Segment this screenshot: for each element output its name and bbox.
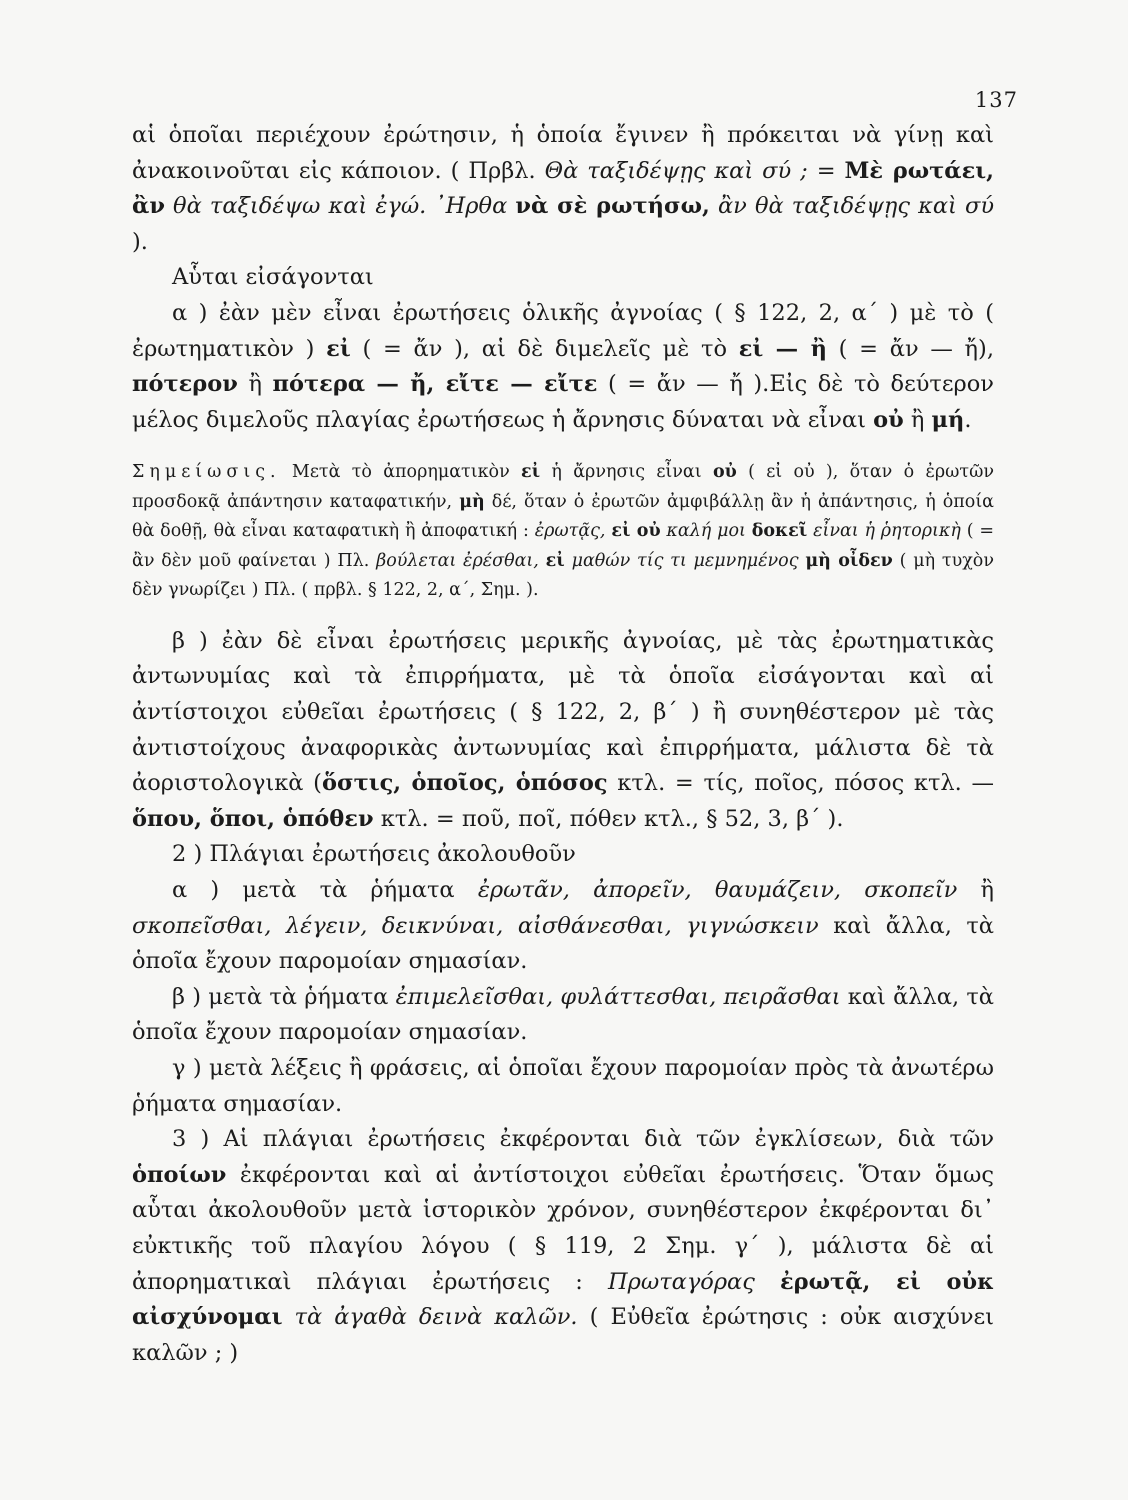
text: β ) ἐὰν δὲ εἶναι ἐρωτήσεις μερικῆς ἀγνοίας, μὲ τὰς ἐρωτηματικὰς ἀντωνυμίας καὶ τὰ ἐπιρρήματα, μὲ τὰ ὁποῖα εἰσάγονται καὶ αἱ ἀντίστοιχοι εὐθεῖαι ἐρωτήσεις ( § 122, 2, β΄ ) ἢ συνηθέστερον μὲ τὰς ἀντιστοίχους ἀναφορικὰς ἀντωνυμίας καὶ ἐπιρρήματα, μάλιστα δὲ τὰ ἀοριστολογικὰ (	[132, 627, 994, 797]
paragraph-2-beta	[132, 980, 994, 1051]
emphasis: πότερα — ἤ, εἴτε — εἴτε	[272, 371, 598, 398]
note-label: Σημείωσις.	[132, 462, 281, 483]
text	[539, 551, 546, 571]
text: αἱ ὁποῖαι περιέχουν ἐρώτησιν, ἡ ὁποία ἔγινεν ἢ πρόκειται νὰ γίνῃ καὶ ἀνακοινοῦται εἰς κάποιον. ( Πρβλ.	[132, 122, 994, 184]
emphasis: εἰ	[521, 462, 541, 483]
page-body	[132, 118, 994, 1371]
text	[283, 1304, 295, 1330]
text: δέ, ὅταν ὁ ἐρωτῶν ἀμφιβάλλῃ ἂν ἡ ἀπάντησις, ἡ ὁποία θὰ δοθῇ, θὰ εἶναι καταφατικὴ ἢ ἀποφατική :	[132, 491, 994, 542]
emphasis: μή	[931, 406, 965, 433]
text: ( = ἂν δὲν μοῦ φαίνεται ) Πλ.	[132, 521, 994, 571]
text: Μετὰ τὸ ἀπορηματικὸν	[280, 462, 522, 483]
example-direct: Θὰ ταξιδέψῃς καὶ σύ ;	[544, 157, 808, 184]
page-number: 137	[974, 88, 1018, 112]
text: ( Εὐθεῖα ἐρώτησις : οὐκ αισχύνει καλῶν ; )	[132, 1304, 995, 1366]
emphasis: ὅστις, ὁποῖος, ὁπόσος	[321, 770, 608, 797]
text: ( εἰ οὐ ), ὅταν ὁ ἐρωτῶν προσδοκᾷ ἀπάντησιν καταφατικήν,	[132, 462, 994, 512]
paragraph-beta	[132, 624, 994, 838]
text: καὶ ἄλλα, τὰ ὁποῖα ἔχουν παρομοίαν σημασίαν.	[132, 983, 994, 1046]
text: ( μὴ τυχὸν δὲν γνωρίζει ) Πλ. ( πρβλ. § 122, 2, α΄, Σημ. ).	[132, 550, 994, 601]
emphasis: εἰ οὐ	[611, 521, 661, 542]
text: β ) μετὰ τὰ ῥήματα	[172, 983, 396, 1010]
text: κτλ. = ποῦ, ποῖ, πόθεν κτλ., § 52, 3, β΄ ).	[373, 805, 844, 832]
paragraph-section-2: 2 ) Πλάγιαι ἐρωτήσεις ἀκολουθοῦν	[172, 841, 576, 868]
paragraph-2-alpha	[132, 873, 994, 980]
text: ( = ἄν — ἤ),	[826, 335, 994, 362]
text: ἐκφέρονται καὶ αἱ ἀντίστοιχοι εὐθεῖαι ἐρωτήσεις. Ὅταν ὅμως αὗται ἀκολουθοῦν μετὰ ἱστορικὸν χρόνον, συνηθέστερον ἐκφέρονται δι᾿ εὐκτικῆς τοῦ πλαγίου λόγου ( § 119, 2 Σημ. γ΄ ), μάλιστα δὲ αἱ ἀπορηματικαὶ πλάγιαι ἐρωτήσεις :	[132, 1161, 994, 1295]
example-indirect: θὰ ταξιδέψω καὶ ἐγώ. ᾿Ηρθα	[164, 193, 516, 220]
text: κτλ. = τίς, ποῖος, πόσος κτλ. —	[607, 770, 995, 797]
paragraph-section-3	[132, 1122, 994, 1371]
paragraph-2-gamma: γ ) μετὰ λέξεις ἢ φράσεις, αἱ ὁποῖαι ἔχουν παρομοίαν πρὸς τὰ ἀνωτέρω ῥήματα σημασίαν.	[132, 1054, 994, 1117]
emphasis: ἐρωτᾷ, εἰ οὐκ αἰσχύνομαι	[132, 1268, 994, 1331]
emphasis: πότερον	[132, 371, 238, 398]
emphasis: οὐ	[873, 406, 904, 433]
text: α ) ἐὰν μὲν εἶναι ἐρωτήσεις ὁλικῆς ἀγνοίας ( § 122, 2, α΄ ) μὲ τὸ ( ἐρωτηματικὸν )	[132, 299, 994, 362]
emphasis: νὰ σὲ ρωτήσω,	[515, 193, 710, 220]
text: =	[807, 157, 845, 184]
paragraph-introduced: Αὗται εἰσάγονται	[172, 264, 374, 291]
example: εἶναι ἡ ῥητορικὴ	[807, 521, 961, 542]
text: ἡ ἄρνησις εἶναι	[540, 462, 713, 483]
emphasis: ὅπου, ὅποι, ὁπόθεν	[132, 805, 374, 832]
example: βούλεται ἐρέσθαι,	[376, 550, 539, 571]
example: ἐρωτᾷς,	[534, 521, 606, 542]
note-paragraph	[132, 458, 994, 606]
example: καλή μοι	[660, 521, 752, 542]
verb-list: ἐπιμελεῖσθαι, φυλάττεσθαι, πειρᾶσθαι	[395, 983, 841, 1010]
example: τὰ ἀγαθὰ δεινὰ καλῶν.	[294, 1304, 578, 1331]
text: 3 ) Αἱ πλάγιαι ἐρωτήσεις ἐκφέρονται διὰ τῶν ἐγκλίσεων, διὰ τῶν	[172, 1126, 994, 1153]
example: μαθών τίς τι μεμνημένος	[564, 550, 799, 571]
example-indirect: ἂν θὰ ταξιδέψῃς καὶ σύ	[709, 193, 994, 220]
text: .	[964, 406, 972, 433]
text: ( = ἄν — ἤ ).Εἰς δὲ τὸ δεύτερον μέλος διμελοῦς πλαγίας ἐρωτήσεως ἡ ἄρνησις δύναται νὰ εἶναι	[132, 371, 994, 433]
verb-list: ἐρωτᾶν, ἀπορεῖν, θαυμάζειν, σκοπεῖν	[477, 877, 958, 903]
text: καὶ ἄλλα, τὰ ὁποῖα ἔχουν παρομοίαν σημασίαν.	[132, 912, 994, 975]
paragraph-alpha	[132, 296, 994, 438]
example: Πρωταγόρας	[608, 1268, 755, 1295]
emphasis: οὐ	[712, 462, 737, 483]
text: α ) μετὰ τὰ ῥήματα	[172, 877, 478, 903]
emphasis: δοκεῖ	[751, 521, 808, 542]
text	[755, 1269, 780, 1295]
text: ἢ	[903, 406, 932, 433]
text: ( = ἄν ), αἱ δὲ διμελεῖς μὲ τὸ	[350, 335, 739, 362]
text: ἢ	[957, 877, 994, 903]
emphasis: εἰ	[545, 550, 565, 571]
emphasis: ὁποίων	[132, 1161, 227, 1188]
emphasis: Μὲ ρωτάει, ἂν	[132, 157, 995, 220]
verb-list: σκοπεῖσθαι, λέγειν, δεικνύναι, αἰσθάνεσθαι, γιγνώσκειν	[132, 912, 819, 939]
emphasis: εἰ — ἢ	[738, 335, 827, 362]
text: ).	[132, 228, 148, 255]
paragraph-intro	[132, 118, 994, 260]
emphasis: εἰ	[326, 335, 351, 362]
emphasis: μὴ οἶδεν	[805, 550, 893, 571]
emphasis: μὴ	[459, 491, 485, 512]
text: ἢ	[237, 371, 273, 398]
